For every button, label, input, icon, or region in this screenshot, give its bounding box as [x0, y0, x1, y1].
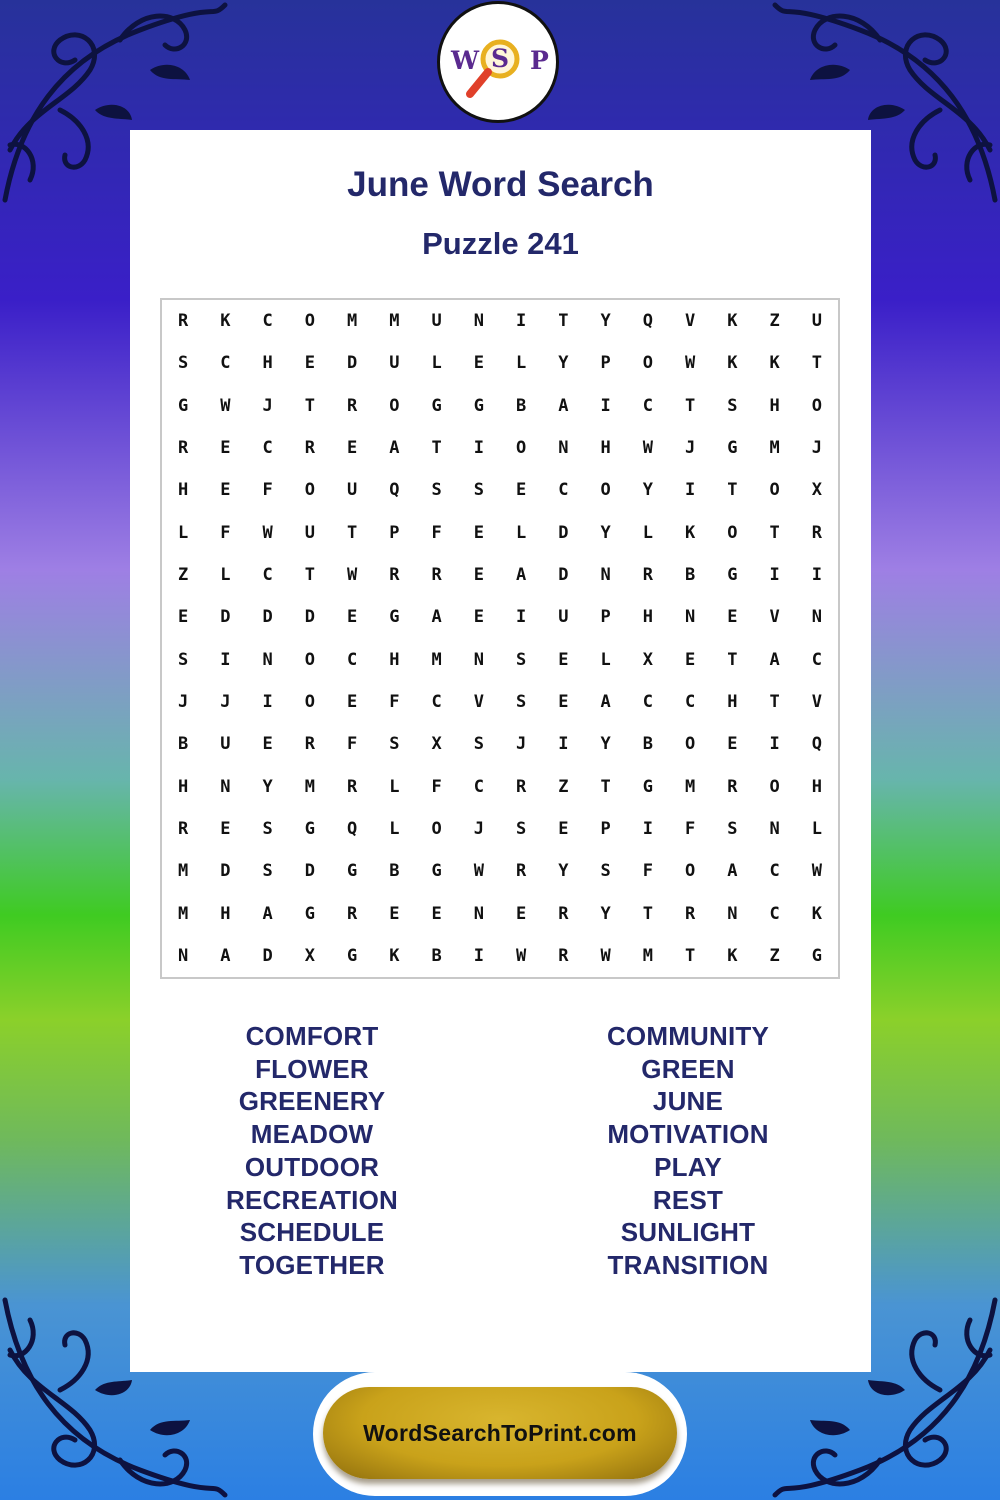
grid-letter[interactable]: O [685, 734, 696, 755]
grid-letter[interactable]: G [389, 607, 400, 628]
grid-letter[interactable]: M [304, 776, 315, 797]
grid-letter[interactable]: B [642, 734, 653, 755]
grid-letter[interactable]: E [389, 903, 400, 924]
grid-letter[interactable]: J [685, 438, 696, 459]
grid-letter[interactable]: Z [769, 311, 780, 332]
grid-letter[interactable]: E [220, 480, 231, 501]
grid-letter[interactable]: C [262, 565, 273, 586]
grid-letter[interactable]: E [262, 734, 273, 755]
grid-letter[interactable]: E [685, 649, 696, 670]
grid-letter[interactable]: I [516, 607, 527, 628]
grid-letter[interactable]: K [727, 311, 738, 332]
grid-letter[interactable]: Q [642, 311, 653, 332]
grid-letter[interactable]: S [431, 480, 442, 501]
grid-letter[interactable]: H [389, 649, 400, 670]
grid-letter[interactable]: W [811, 861, 822, 882]
grid-letter[interactable]: O [389, 395, 400, 416]
grid-letter[interactable]: U [558, 607, 569, 628]
grid-letter[interactable]: R [558, 945, 569, 966]
grid-letter[interactable]: C [473, 776, 484, 797]
word-item: TOGETHER [239, 1249, 385, 1280]
grid-letter[interactable]: M [431, 649, 442, 670]
grid-letter[interactable]: Y [262, 776, 273, 797]
grid-letter[interactable]: E [516, 903, 527, 924]
grid-letter[interactable]: E [473, 522, 484, 543]
grid-letter[interactable]: O [600, 480, 611, 501]
grid-letter[interactable]: E [220, 438, 231, 459]
grid-letter[interactable]: J [262, 395, 273, 416]
grid-letter[interactable]: L [431, 353, 442, 374]
grid-letter[interactable]: D [558, 522, 569, 543]
grid-letter[interactable]: Y [600, 734, 611, 755]
grid-letter[interactable]: T [727, 649, 738, 670]
grid-letter[interactable]: S [178, 649, 189, 670]
grid-letter[interactable]: R [389, 565, 400, 586]
grid-letter[interactable]: T [600, 776, 611, 797]
grid-letter[interactable]: N [473, 903, 484, 924]
grid-letter[interactable]: C [642, 395, 653, 416]
grid-letter[interactable]: W [473, 861, 484, 882]
grid-letter[interactable]: K [727, 353, 738, 374]
word-item: RECREATION [226, 1184, 398, 1215]
grid-letter[interactable]: Q [389, 480, 400, 501]
grid-letter[interactable]: O [304, 480, 315, 501]
grid-letter[interactable]: Y [600, 903, 611, 924]
grid-letter[interactable]: O [431, 818, 442, 839]
grid-letter[interactable]: R [685, 903, 696, 924]
grid-letter[interactable]: N [600, 565, 611, 586]
grid-letter[interactable]: E [558, 691, 569, 712]
grid-letter[interactable]: F [431, 776, 442, 797]
grid-letter[interactable]: U [304, 522, 315, 543]
grid-letter[interactable]: D [558, 565, 569, 586]
grid-letter[interactable]: N [727, 903, 738, 924]
grid-letter[interactable]: O [304, 311, 315, 332]
grid-letter[interactable]: W [685, 353, 696, 374]
footer-site-link[interactable]: WordSearchToPrint.com [363, 1419, 637, 1446]
grid-letter[interactable]: I [642, 818, 653, 839]
grid-letter[interactable]: O [304, 649, 315, 670]
grid-letter[interactable]: R [516, 861, 527, 882]
grid-letter[interactable]: I [558, 734, 569, 755]
grid-letter[interactable]: D [304, 861, 315, 882]
grid-letter[interactable]: T [431, 438, 442, 459]
grid-letter[interactable]: L [516, 522, 527, 543]
grid-letter[interactable]: C [685, 691, 696, 712]
grid-letter[interactable]: T [685, 395, 696, 416]
grid-letter[interactable]: Z [558, 776, 569, 797]
grid-letter[interactable]: M [178, 861, 189, 882]
grid-letter[interactable]: G [431, 861, 442, 882]
grid-letter[interactable]: B [389, 861, 400, 882]
word-item: FLOWER [255, 1053, 369, 1084]
grid-letter[interactable]: C [811, 649, 822, 670]
grid-letter[interactable]: K [389, 945, 400, 966]
grid-letter[interactable]: F [389, 691, 400, 712]
grid-letter[interactable]: N [262, 649, 273, 670]
grid-letter[interactable]: M [685, 776, 696, 797]
word-item: COMMUNITY [606, 1021, 770, 1051]
grid-letter[interactable]: N [685, 607, 696, 628]
grid-letter[interactable]: A [431, 607, 442, 628]
grid-letter[interactable]: R [178, 438, 189, 459]
grid-letter[interactable]: G [347, 861, 358, 882]
page-title: June Word Search [347, 165, 654, 204]
grid-letter[interactable]: H [178, 776, 189, 797]
grid-letter[interactable]: E [727, 734, 738, 755]
grid-letter[interactable]: G [473, 395, 484, 416]
grid-letter[interactable]: S [262, 818, 273, 839]
grid-letter[interactable]: F [220, 522, 231, 543]
grid-letter[interactable]: Z [178, 565, 189, 586]
grid-letter[interactable]: T [769, 522, 780, 543]
logo-letter-w: W [451, 46, 480, 75]
grid-letter[interactable]: E [516, 480, 527, 501]
grid-letter[interactable]: M [389, 311, 400, 332]
logo-letter-s: S [491, 44, 510, 73]
grid-letter[interactable]: F [642, 861, 653, 882]
grid-letter[interactable]: S [600, 861, 611, 882]
grid-letter[interactable]: U [220, 734, 231, 755]
grid-letter[interactable]: D [347, 353, 358, 374]
grid-letter[interactable]: C [642, 691, 653, 712]
grid-letter[interactable]: N [473, 311, 484, 332]
grid-letter[interactable]: K [769, 353, 780, 374]
grid-letter[interactable]: G [304, 818, 315, 839]
grid-letter[interactable]: V [473, 691, 484, 712]
grid-letter[interactable]: R [347, 776, 358, 797]
grid-letter[interactable]: I [516, 311, 527, 332]
grid-letter[interactable]: E [304, 353, 315, 374]
grid-letter[interactable]: R [558, 903, 569, 924]
grid-letter[interactable]: W [642, 438, 653, 459]
grid-letter[interactable]: H [220, 903, 231, 924]
grid-letter[interactable]: L [516, 353, 527, 374]
grid-letter[interactable]: X [811, 480, 822, 501]
grid-letter[interactable]: C [262, 311, 273, 332]
grid-letter[interactable]: X [304, 945, 315, 966]
grid-letter[interactable]: L [178, 522, 189, 543]
grid-letter[interactable]: U [431, 311, 442, 332]
grid-letter[interactable]: E [431, 903, 442, 924]
grid-letter[interactable]: T [685, 945, 696, 966]
grid-letter[interactable]: E [178, 607, 189, 628]
word-item: GREEN [641, 1053, 735, 1084]
grid-letter[interactable]: G [178, 395, 189, 416]
grid-letter[interactable]: O [769, 480, 780, 501]
grid-letter[interactable]: O [516, 438, 527, 459]
grid-letter[interactable]: R [178, 818, 189, 839]
grid-letter[interactable]: F [262, 480, 273, 501]
grid-letter[interactable]: S [516, 649, 527, 670]
grid-letter[interactable]: O [811, 395, 822, 416]
grid-letter[interactable]: T [727, 480, 738, 501]
grid-letter[interactable]: J [811, 438, 822, 459]
word-item: REST [652, 1184, 724, 1215]
grid-letter[interactable]: R [727, 776, 738, 797]
grid-letter[interactable]: N [811, 607, 822, 628]
grid-letter[interactable]: C [262, 438, 273, 459]
word-list-right [538, 1020, 838, 1282]
grid-letter[interactable]: T [304, 395, 315, 416]
grid-letter[interactable]: W [220, 395, 231, 416]
grid-letter[interactable]: C [558, 480, 569, 501]
grid-letter[interactable]: Z [769, 945, 780, 966]
grid-letter[interactable]: C [769, 861, 780, 882]
grid-letter[interactable]: S [473, 734, 484, 755]
grid-letter[interactable]: L [600, 649, 611, 670]
grid-letter[interactable]: U [389, 353, 400, 374]
grid-letter[interactable]: R [178, 311, 189, 332]
grid-letter[interactable]: K [220, 311, 231, 332]
grid-letter[interactable]: E [347, 438, 358, 459]
site-logo [437, 1, 559, 123]
grid-letter[interactable]: I [600, 395, 611, 416]
grid-letter[interactable]: E [558, 649, 569, 670]
grid-letter[interactable]: C [347, 649, 358, 670]
grid-letter[interactable]: H [262, 353, 273, 374]
grid-letter[interactable]: H [811, 776, 822, 797]
logo-letter-p: P [530, 46, 549, 75]
grid-letter[interactable]: O [727, 522, 738, 543]
grid-letter[interactable]: D [220, 607, 231, 628]
grid-letter[interactable]: G [727, 565, 738, 586]
grid-letter[interactable]: K [811, 903, 822, 924]
grid-letter[interactable]: Y [558, 861, 569, 882]
grid-letter[interactable]: T [642, 903, 653, 924]
grid-letter[interactable]: A [262, 903, 273, 924]
grid-letter[interactable]: I [220, 649, 231, 670]
grid-letter[interactable]: R [304, 438, 315, 459]
grid-letter[interactable]: L [389, 818, 400, 839]
grid-letter[interactable]: Y [558, 353, 569, 374]
grid-letter[interactable]: R [642, 565, 653, 586]
grid-letter[interactable]: F [431, 522, 442, 543]
grid-letter[interactable]: D [304, 607, 315, 628]
grid-letter[interactable]: S [727, 818, 738, 839]
grid-letter[interactable]: H [600, 438, 611, 459]
grid-letter[interactable]: O [769, 776, 780, 797]
grid-letter[interactable]: T [769, 691, 780, 712]
grid-letter[interactable]: R [347, 903, 358, 924]
word-item: PLAY [654, 1151, 722, 1182]
grid-letter[interactable]: A [727, 861, 738, 882]
grid-letter[interactable]: I [685, 480, 696, 501]
grid-letter[interactable]: A [558, 395, 569, 416]
footer-banner[interactable] [323, 1387, 677, 1479]
grid-letter[interactable]: S [178, 353, 189, 374]
grid-letter[interactable]: E [347, 607, 358, 628]
word-item: JUNE [652, 1086, 724, 1117]
grid-letter[interactable]: B [431, 945, 442, 966]
letter-grid [160, 298, 840, 979]
grid-letter[interactable]: R [347, 395, 358, 416]
grid-letter[interactable]: G [642, 776, 653, 797]
grid-letter[interactable]: I [811, 565, 822, 586]
grid-letter[interactable]: I [769, 565, 780, 586]
grid-letter[interactable]: S [262, 861, 273, 882]
grid-letter[interactable]: U [347, 480, 358, 501]
word-list-left [162, 1020, 462, 1282]
word-item: SCHEDULE [239, 1217, 385, 1248]
grid-letter[interactable]: E [473, 607, 484, 628]
grid-letter[interactable]: J [473, 818, 484, 839]
grid-letter[interactable]: N [473, 649, 484, 670]
grid-letter[interactable]: D [262, 945, 273, 966]
grid-letter[interactable]: V [769, 607, 780, 628]
grid-letter[interactable]: E [347, 691, 358, 712]
grid-letter[interactable]: O [304, 691, 315, 712]
grid-letter[interactable]: V [811, 691, 822, 712]
word-item: MEADOW [250, 1119, 374, 1150]
grid-letter[interactable]: P [600, 818, 611, 839]
word-item: SUNLIGHT [620, 1217, 756, 1248]
grid-letter[interactable]: C [220, 353, 231, 374]
grid-letter[interactable]: J [178, 691, 189, 712]
grid-letter[interactable]: I [473, 438, 484, 459]
grid-letter[interactable]: K [727, 945, 738, 966]
puzzle-number: Puzzle 241 [422, 226, 579, 261]
grid-letter[interactable]: W [600, 945, 611, 966]
grid-letter[interactable]: H [642, 607, 653, 628]
grid-letter[interactable]: W [262, 522, 273, 543]
grid-letter[interactable]: M [642, 945, 653, 966]
grid-letter[interactable]: A [769, 649, 780, 670]
word-item: OUTDOOR [244, 1151, 380, 1182]
word-item: TRANSITION [607, 1249, 769, 1280]
grid-letter[interactable]: Y [600, 522, 611, 543]
grid-letter[interactable]: E [220, 818, 231, 839]
grid-letter[interactable]: U [811, 311, 822, 332]
grid-letter[interactable]: N [220, 776, 231, 797]
grid-letter[interactable]: G [431, 395, 442, 416]
grid-letter[interactable]: B [178, 734, 189, 755]
grid-letter[interactable]: B [516, 395, 527, 416]
grid-letter[interactable]: G [811, 945, 822, 966]
word-item: COMFORT [245, 1021, 379, 1051]
grid-letter[interactable]: J [516, 734, 527, 755]
grid-letter[interactable]: H [727, 691, 738, 712]
grid-letter[interactable]: N [558, 438, 569, 459]
grid-letter[interactable]: O [642, 353, 653, 374]
grid-letter[interactable]: L [811, 818, 822, 839]
grid-letter[interactable]: Q [811, 734, 822, 755]
grid-letter[interactable]: I [473, 945, 484, 966]
grid-letter[interactable]: A [389, 438, 400, 459]
grid-letter[interactable]: S [516, 818, 527, 839]
grid-letter[interactable]: E [473, 565, 484, 586]
grid-letter[interactable]: X [642, 649, 653, 670]
grid-letter[interactable]: J [220, 691, 231, 712]
grid-letter[interactable]: B [685, 565, 696, 586]
grid-letter[interactable]: M [178, 903, 189, 924]
grid-letter[interactable]: F [685, 818, 696, 839]
grid-letter[interactable]: H [178, 480, 189, 501]
word-item: GREENERY [238, 1086, 386, 1117]
grid-letter[interactable]: O [685, 861, 696, 882]
grid-letter[interactable]: Y [642, 480, 653, 501]
grid-letter[interactable]: A [516, 565, 527, 586]
grid-letter[interactable]: D [262, 607, 273, 628]
grid-letter[interactable]: L [220, 565, 231, 586]
grid-letter[interactable]: F [347, 734, 358, 755]
grid-letter[interactable]: X [431, 734, 442, 755]
grid-letter[interactable]: I [262, 691, 273, 712]
grid-letter[interactable]: R [431, 565, 442, 586]
grid-letter[interactable]: E [727, 607, 738, 628]
word-item: MOTIVATION [607, 1119, 769, 1150]
grid-letter[interactable]: A [600, 691, 611, 712]
grid-letter[interactable]: C [431, 691, 442, 712]
grid-letter[interactable]: Q [347, 818, 358, 839]
grid-letter[interactable]: L [389, 776, 400, 797]
grid-letter[interactable]: S [727, 395, 738, 416]
grid-letter[interactable]: T [304, 565, 315, 586]
grid-letter[interactable]: T [558, 311, 569, 332]
grid-letter[interactable]: E [473, 353, 484, 374]
grid-letter[interactable]: D [220, 861, 231, 882]
grid-letter[interactable]: M [347, 311, 358, 332]
grid-letter[interactable]: C [769, 903, 780, 924]
grid-letter[interactable]: R [304, 734, 315, 755]
grid-letter[interactable]: N [178, 945, 189, 966]
grid-letter[interactable]: S [389, 734, 400, 755]
grid-letter[interactable]: K [685, 522, 696, 543]
grid-letter[interactable]: Y [600, 311, 611, 332]
grid-letter[interactable]: E [558, 818, 569, 839]
grid-letter[interactable]: N [769, 818, 780, 839]
grid-letter[interactable]: S [473, 480, 484, 501]
grid-letter[interactable]: G [727, 438, 738, 459]
grid-letter[interactable]: L [642, 522, 653, 543]
grid-letter[interactable]: I [769, 734, 780, 755]
grid-letter[interactable]: H [769, 395, 780, 416]
grid-letter[interactable]: R [516, 776, 527, 797]
grid-letter[interactable]: A [220, 945, 231, 966]
grid-letter[interactable]: T [811, 353, 822, 374]
grid-letter[interactable]: P [600, 353, 611, 374]
grid-letter[interactable]: V [685, 311, 696, 332]
grid-letter[interactable]: S [516, 691, 527, 712]
grid-letter[interactable]: W [516, 945, 527, 966]
grid-letter[interactable]: G [304, 903, 315, 924]
grid-letter[interactable]: W [347, 565, 358, 586]
grid-letter[interactable]: M [769, 438, 780, 459]
grid-letter[interactable]: P [389, 522, 400, 543]
grid-letter[interactable]: R [811, 522, 822, 543]
grid-letter[interactable]: P [600, 607, 611, 628]
grid-letter[interactable]: G [347, 945, 358, 966]
grid-letter[interactable]: T [347, 522, 358, 543]
